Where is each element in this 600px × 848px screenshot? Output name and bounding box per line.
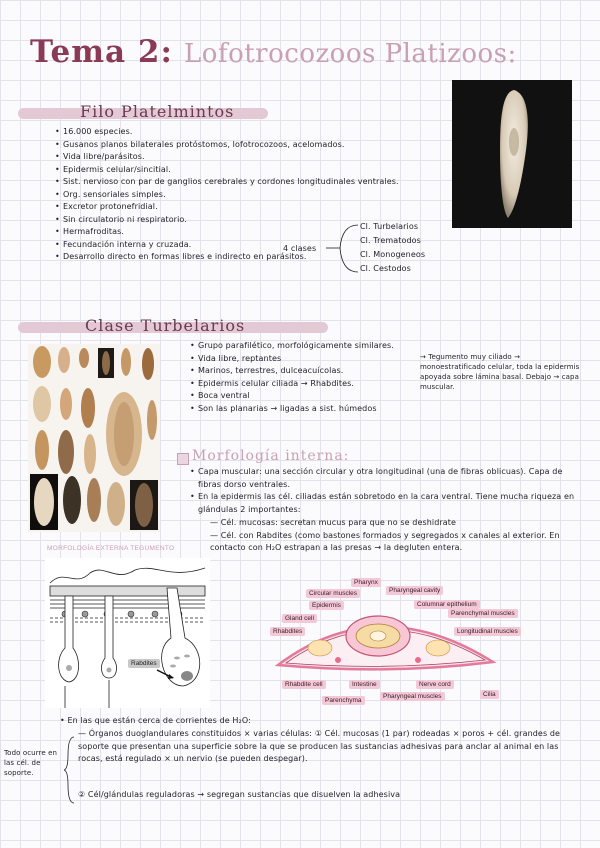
label-gland-cell: Gland cell <box>282 614 317 623</box>
side-brace <box>64 735 76 805</box>
phylum-heading: Filo Platelmintos <box>80 102 235 121</box>
side-note: Todo ocurre en las cél. de soporte. <box>4 749 58 777</box>
title-sub: Lofotrocozoos Platizoos: <box>184 39 517 69</box>
specimen-photos <box>28 344 160 532</box>
label-rhabdite-cell: Rhabdite cell <box>282 680 326 689</box>
sub-item: — Cél. con Rabdites (como bastones formados y segregados x canales al exterior. En contacto con H₂O estrapan a las presas → la degluten entera. <box>210 530 560 552</box>
list-item: • Vida libre/parásitos. <box>55 151 435 164</box>
sub-item: — Cél. mucosas: secretan mucus para que no se deshidrate <box>210 518 457 527</box>
morphology-bullets <box>190 466 580 516</box>
class-item: Cl. Monogeneos <box>360 250 426 259</box>
turbellaria-heading: Clase Turbelarios <box>85 316 246 335</box>
bottom-line2: — Órganos duoglandulares constituidos × varias células: ① Cél. mucosas (1 par) rodeadas × poros + cél. grandes de soporte que presentan una superficie sobre la que se producen las sustancias adhesivas para anclar al animal en las rocas, está regulado × un nervio (se pueden despegar). <box>78 729 561 763</box>
label-parenchyma: Parenchyma <box>322 696 365 705</box>
morphology-heading: Morfología interna: <box>192 448 350 464</box>
planarian-photo <box>452 80 572 228</box>
classes-list <box>360 220 425 276</box>
label-pharyngeal-muscles: Pharyngeal muscles <box>380 692 445 701</box>
list-item: • Marinos, terrestres, dulceacuícolas. <box>190 365 530 378</box>
list-item: • Fecundación interna y cruzada. <box>55 239 435 252</box>
list-item: • Gusanos planos bilaterales protóstomos, lofotrocozoos, acelomados. <box>55 139 435 152</box>
tegument-diagram <box>45 558 210 708</box>
class-item: Cl. Trematodos <box>360 236 421 245</box>
class-item: Cl. Cestodos <box>360 264 411 273</box>
label-longitudinal-muscles: Longitudinal muscles <box>454 627 521 636</box>
list-item: • Hermafroditas. <box>55 226 435 239</box>
list-item: • Epidermis celular ciliada → Rhabdites. <box>190 378 530 391</box>
morphology-sub <box>210 517 580 555</box>
rabdites-label: Rabdites <box>128 659 160 668</box>
label-intestine: Intestine <box>349 680 380 689</box>
title-main: Tema 2: <box>30 34 173 70</box>
label-epidermis: Epidermis <box>309 601 344 610</box>
list-item: • Desarrollo directo en formas libres e indirecto en parásitos. <box>55 251 483 264</box>
tegument-note: → Tegumento muy ciliado → monoestratificado celular, toda la epidermis apoyada sobre lámina basal. Debajo → capa muscular. <box>420 353 580 391</box>
list-item: • Org. sensoriales simples. <box>55 189 435 202</box>
list-item: • Boca ventral <box>190 390 530 403</box>
list-item: • Excretor protonefridial. <box>55 201 435 214</box>
list-item: • Sist. nervioso con par de ganglios cerebrales y cordones longitudinales ventrales. <box>55 176 435 189</box>
label-cilia: Cilia <box>480 690 499 699</box>
label-nerve-cord: Nerve cord <box>416 680 454 689</box>
list-item: • Grupo parafilético, morfológicamente similares. <box>190 340 530 353</box>
list-item: • Capa muscular: una sección circular y otra longitudinal (una de fibras oblicuas). Capa de fibras dorso ventrales. <box>190 466 580 491</box>
class-item: Cl. Turbelarios <box>360 222 419 231</box>
bottom-line3: ② Cél/glándulas reguladoras → segregan sustancias que disuelven la adhesiva <box>78 790 401 799</box>
bottom-line1-text: En las que están cerca de corrientes de H₂O: <box>67 716 251 725</box>
left-diagram-caption: MORFOLOGÍA EXTERNA TEGUMENTO <box>47 545 175 552</box>
label-rhabdites: Rhabdites <box>270 627 305 636</box>
label-pharyngeal-cavity: Pharyngeal cavity <box>386 586 443 595</box>
bottom-line1: • En las que están cerca de corrientes de H₂O: <box>60 716 251 725</box>
page-title <box>30 34 517 70</box>
list-item: • Vida libre, reptantes <box>190 353 530 366</box>
label-circular-muscles: Circular muscles <box>306 589 360 598</box>
list-item: • Epidermis celular/sincitial. <box>55 164 435 177</box>
list-item: • En la epidermis las cél. ciliadas están sobretodo en la cara ventral. Tiene mucha riqueza en glándulas 2 importantes: <box>190 491 580 516</box>
label-parenchymal-muscles: Parenchymal muscles <box>448 609 518 618</box>
classes-label: 4 clases <box>283 244 317 253</box>
list-item: • Son las planarias → ligadas a sist. húmedos <box>190 403 530 416</box>
label-columnar-epithelium: Columnar epithelium <box>414 600 480 609</box>
list-item: • Sin circulatorio ni respiratorio. <box>55 214 435 227</box>
label-pharynx: Pharynx <box>351 578 381 587</box>
grid-icon <box>177 453 189 465</box>
classes-brace <box>320 222 360 276</box>
list-item: • 16.000 especies. <box>55 126 435 139</box>
